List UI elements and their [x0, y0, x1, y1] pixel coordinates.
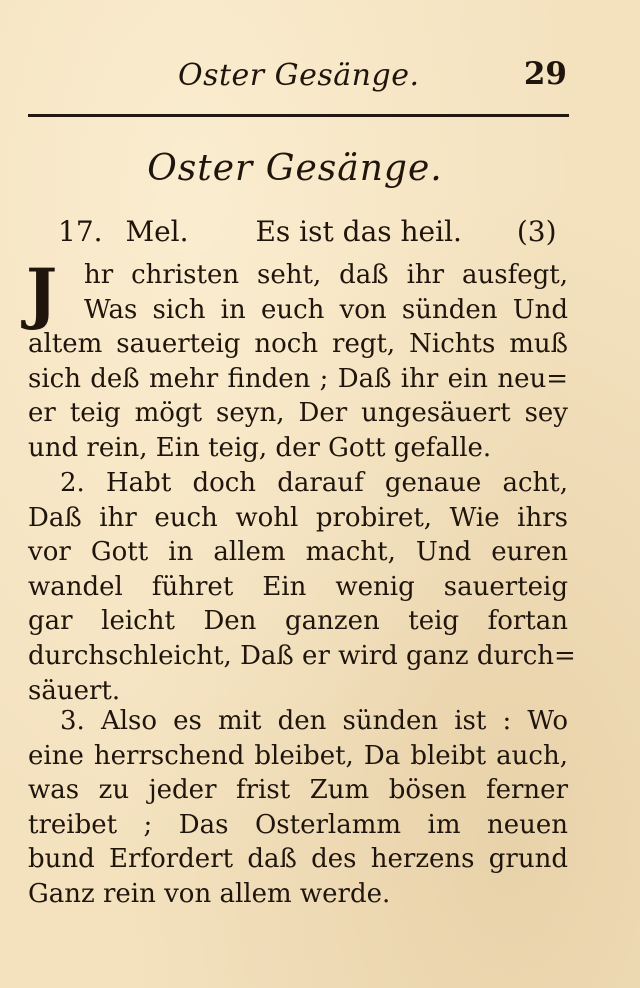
stanza-line: hr christen seht, daß ihr ausfegt, [84, 260, 568, 290]
stanza-line: Was sich in euch von sünden Und [84, 294, 568, 325]
melody-reference: (3) [516, 215, 557, 248]
stanza-line: bund Erfordert daß des herzens grund [28, 844, 568, 875]
running-title: Oster Gesänge. [178, 58, 420, 93]
stanza-line: vor Gott in allem macht, Und euren [28, 537, 568, 568]
stanza-line: säuert. [28, 675, 121, 706]
stanza-line: sich deß mehr finden ; Daß ihr ein neu= [28, 363, 568, 394]
stanza-line: und rein, Ein teig, der Gott gefalle. [28, 432, 492, 463]
stanza-line: er teig mögt seyn, Der ungesäuert sey [28, 398, 568, 429]
stanza-line: eine herrschend bleibet, Da bleibt auch, [28, 740, 568, 771]
stanza-line: Ganz rein von allem werde. [28, 878, 391, 909]
running-head [28, 52, 573, 102]
stanza-line: 3. Also es mit den sünden ist : Wo [60, 706, 568, 736]
melody-tune: Es ist das heil. [255, 215, 462, 248]
stanza-line: durchschleicht, Daß er wird ganz durch= [28, 640, 576, 671]
hymn-melody-line [58, 215, 568, 248]
stanza-line: altem sauerteig noch regt, Nichts muß [28, 329, 568, 360]
stanza-line: treibet ; Das Osterlamm im neuen [28, 809, 568, 840]
page-number: 29 [523, 56, 567, 92]
stanza-line: was zu jeder frist Zum bösen ferner [28, 775, 568, 806]
stanza-line: gar leicht Den ganzen teig fortan [28, 606, 568, 637]
stanza-1 [26, 254, 568, 466]
stanza-line: Daß ihr euch wohl probiret, Wie ihrs [28, 502, 568, 533]
header-rule [28, 114, 569, 117]
drop-cap: J [26, 254, 58, 332]
section-title: Oster Gesänge. [147, 148, 443, 189]
melody-label: Mel. [125, 215, 189, 248]
stanza-2 [28, 466, 576, 708]
stanza-line: wandel führet Ein wenig sauerteig [28, 571, 568, 602]
stanza-3 [28, 704, 568, 912]
stanza-line: 2. Habt doch darauf genaue acht, [60, 468, 568, 498]
hymn-number: 17. [58, 215, 103, 248]
